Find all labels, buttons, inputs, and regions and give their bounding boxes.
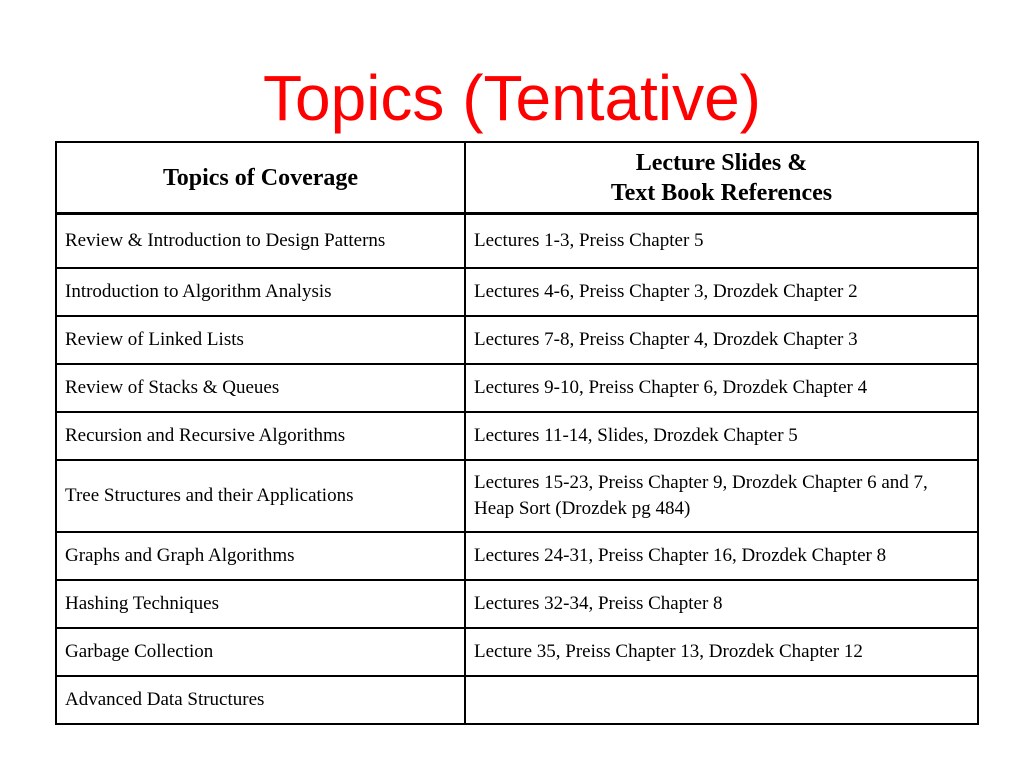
topic-cell: Review of Linked Lists: [56, 316, 465, 364]
table-row: [56, 532, 978, 580]
topics-table: [55, 141, 979, 725]
table-row: [56, 580, 978, 628]
topic-cell: Hashing Techniques: [56, 580, 465, 628]
references-cell: Lectures 24-31, Preiss Chapter 16, Drozdek Chapter 8: [465, 532, 978, 580]
header-topics-of-coverage: Topics of Coverage: [56, 142, 465, 214]
references-cell: [465, 676, 978, 724]
topic-cell: Introduction to Algorithm Analysis: [56, 268, 465, 316]
table-row: [56, 268, 978, 316]
topic-cell: Tree Structures and their Applications: [56, 460, 465, 532]
table-header-row: [56, 142, 978, 214]
references-cell: Lectures 15-23, Preiss Chapter 9, Drozdek Chapter 6 and 7, Heap Sort (Drozdek pg 484): [465, 460, 978, 532]
slide-title: Topics (Tentative): [263, 62, 761, 134]
references-cell: Lectures 32-34, Preiss Chapter 8: [465, 580, 978, 628]
references-cell: Lectures 4-6, Preiss Chapter 3, Drozdek Chapter 2: [465, 268, 978, 316]
references-cell: Lectures 1-3, Preiss Chapter 5: [465, 214, 978, 269]
table-row: [56, 460, 978, 532]
header-lecture-slides-references: [465, 142, 978, 214]
topic-cell: Graphs and Graph Algorithms: [56, 532, 465, 580]
table-row: [56, 316, 978, 364]
table-row: [56, 214, 978, 269]
topic-cell: Review of Stacks & Queues: [56, 364, 465, 412]
header-lecture-slides-line: Lecture Slides &: [635, 149, 808, 176]
table-row: [56, 628, 978, 676]
table-row: [56, 412, 978, 460]
topic-cell: Review & Introduction to Design Patterns: [56, 214, 465, 269]
table-row: [56, 364, 978, 412]
references-cell: Lecture 35, Preiss Chapter 13, Drozdek Chapter 12: [465, 628, 978, 676]
references-cell: Lectures 9-10, Preiss Chapter 6, Drozdek Chapter 4: [465, 364, 978, 412]
references-cell: Lectures 7-8, Preiss Chapter 4, Drozdek Chapter 3: [465, 316, 978, 364]
topic-cell: Garbage Collection: [56, 628, 465, 676]
topic-cell: Recursion and Recursive Algorithms: [56, 412, 465, 460]
references-cell: Lectures 11-14, Slides, Drozdek Chapter 5: [465, 412, 978, 460]
header-text-book-references-line: Text Book References: [610, 179, 833, 206]
table-row: [56, 676, 978, 724]
topic-cell: Advanced Data Structures: [56, 676, 465, 724]
